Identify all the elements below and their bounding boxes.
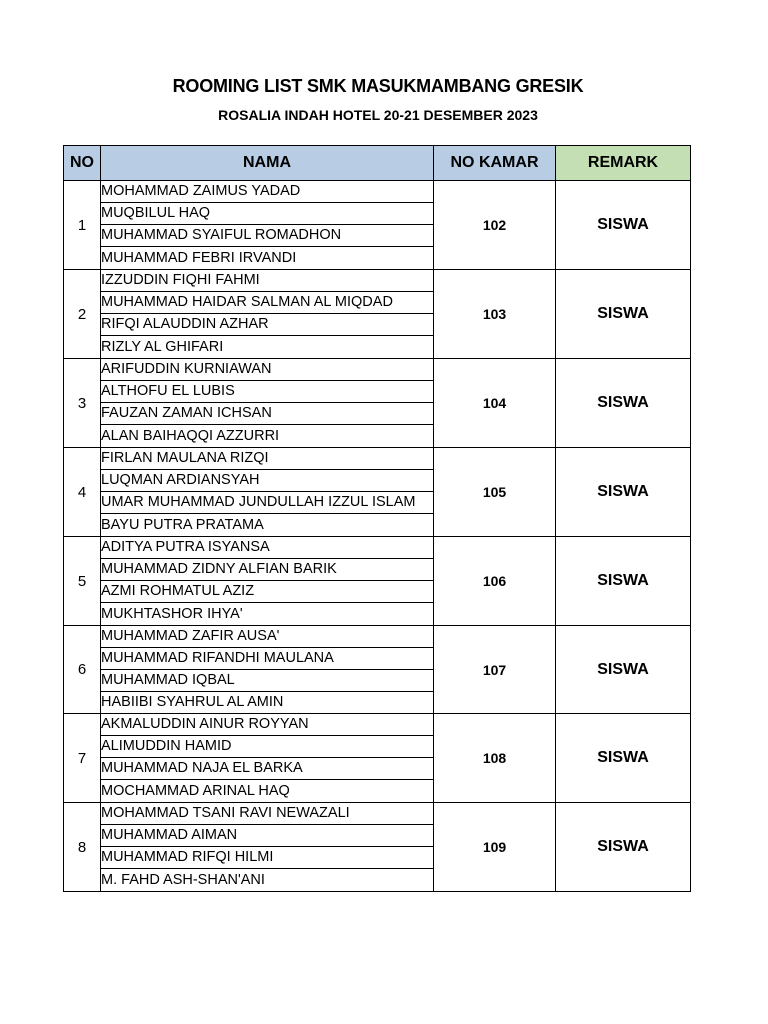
- room-number-cell: 7: [64, 714, 101, 803]
- student-name-cell: ARIFUDDIN KURNIAWAN: [101, 359, 434, 381]
- remark-cell: SISWA: [556, 448, 691, 537]
- page-title: ROOMING LIST SMK MASUKMAMBANG GRESIK: [172, 76, 584, 96]
- student-name-cell: MUHAMMAD IQBAL: [101, 670, 434, 692]
- table-row: [64, 714, 691, 736]
- student-name-cell: ALAN BAIHAQQI AZZURRI: [101, 425, 434, 448]
- room-number-cell: 1: [64, 181, 101, 270]
- table-row: [64, 359, 691, 381]
- remark-cell: SISWA: [556, 359, 691, 448]
- no-kamar-cell: 108: [434, 714, 556, 803]
- student-name-cell: MUHAMMAD NAJA EL BARKA: [101, 758, 434, 780]
- column-header-no-kamar: NO KAMAR: [434, 146, 556, 181]
- room-number-cell: 2: [64, 270, 101, 359]
- room-number-cell: 4: [64, 448, 101, 537]
- student-name-cell: MUHAMMAD HAIDAR SALMAN AL MIQDAD: [101, 292, 434, 314]
- student-name-cell: FAUZAN ZAMAN ICHSAN: [101, 403, 434, 425]
- column-header-no: NO: [64, 146, 101, 181]
- table-row: [64, 537, 691, 559]
- room-number-cell: 5: [64, 537, 101, 626]
- no-kamar-cell: 102: [434, 181, 556, 270]
- table-row: [64, 181, 691, 203]
- student-name-cell: IZZUDDIN FIQHI FAHMI: [101, 270, 434, 292]
- header-row: [64, 146, 691, 181]
- no-kamar-cell: 106: [434, 537, 556, 626]
- table-body: [64, 181, 691, 892]
- page-subtitle: ROSALIA INDAH HOTEL 20-21 DESEMBER 2023: [218, 107, 538, 123]
- no-kamar-cell: 103: [434, 270, 556, 359]
- student-name-cell: FIRLAN MAULANA RIZQI: [101, 448, 434, 470]
- student-name-cell: MOHAMMAD TSANI RAVI NEWAZALI: [101, 803, 434, 825]
- room-number-cell: 3: [64, 359, 101, 448]
- student-name-cell: ALIMUDDIN HAMID: [101, 736, 434, 758]
- remark-cell: SISWA: [556, 181, 691, 270]
- remark-cell: SISWA: [556, 270, 691, 359]
- student-name-cell: ALTHOFU EL LUBIS: [101, 381, 434, 403]
- student-name-cell: UMAR MUHAMMAD JUNDULLAH IZZUL ISLAM: [101, 492, 434, 514]
- table-row: [64, 626, 691, 648]
- remark-cell: SISWA: [556, 803, 691, 892]
- student-name-cell: RIFQI ALAUDDIN AZHAR: [101, 314, 434, 336]
- student-name-cell: AKMALUDDIN AINUR ROYYAN: [101, 714, 434, 736]
- remark-cell: SISWA: [556, 714, 691, 803]
- table-row: [64, 448, 691, 470]
- student-name-cell: AZMI ROHMATUL AZIZ: [101, 581, 434, 603]
- student-name-cell: BAYU PUTRA PRATAMA: [101, 514, 434, 537]
- remark-cell: SISWA: [556, 537, 691, 626]
- student-name-cell: MUHAMMAD ZIDNY ALFIAN BARIK: [101, 559, 434, 581]
- student-name-cell: RIZLY AL GHIFARI: [101, 336, 434, 359]
- student-name-cell: HABIIBI SYAHRUL AL AMIN: [101, 692, 434, 714]
- rooming-table: [63, 145, 691, 892]
- no-kamar-cell: 105: [434, 448, 556, 537]
- student-name-cell: MUHAMMAD ZAFIR AUSA': [101, 626, 434, 648]
- student-name-cell: M. FAHD ASH-SHAN'ANI: [101, 869, 434, 892]
- student-name-cell: MUHAMMAD RIFANDHI MAULANA: [101, 648, 434, 670]
- no-kamar-cell: 109: [434, 803, 556, 892]
- student-name-cell: MOHAMMAD ZAIMUS YADAD: [101, 181, 434, 203]
- student-name-cell: ADITYA PUTRA ISYANSA: [101, 537, 434, 559]
- no-kamar-cell: 104: [434, 359, 556, 448]
- remark-cell: SISWA: [556, 626, 691, 714]
- column-header-remark: REMARK: [556, 146, 691, 181]
- room-number-cell: 6: [64, 626, 101, 714]
- table-row: [64, 803, 691, 825]
- student-name-cell: MOCHAMMAD ARINAL HAQ: [101, 780, 434, 803]
- column-header-nama: NAMA: [101, 146, 434, 181]
- table-header: [64, 146, 691, 181]
- student-name-cell: LUQMAN ARDIANSYAH: [101, 470, 434, 492]
- student-name-cell: MUHAMMAD FEBRI IRVANDI: [101, 247, 434, 270]
- room-number-cell: 8: [64, 803, 101, 892]
- no-kamar-cell: 107: [434, 626, 556, 714]
- student-name-cell: MUQBILUL HAQ: [101, 203, 434, 225]
- table-row: [64, 270, 691, 292]
- student-name-cell: MUHAMMAD SYAIFUL ROMADHON: [101, 225, 434, 247]
- student-name-cell: MUHAMMAD RIFQI HILMI: [101, 847, 434, 869]
- student-name-cell: MUKHTASHOR IHYA': [101, 603, 434, 626]
- student-name-cell: MUHAMMAD AIMAN: [101, 825, 434, 847]
